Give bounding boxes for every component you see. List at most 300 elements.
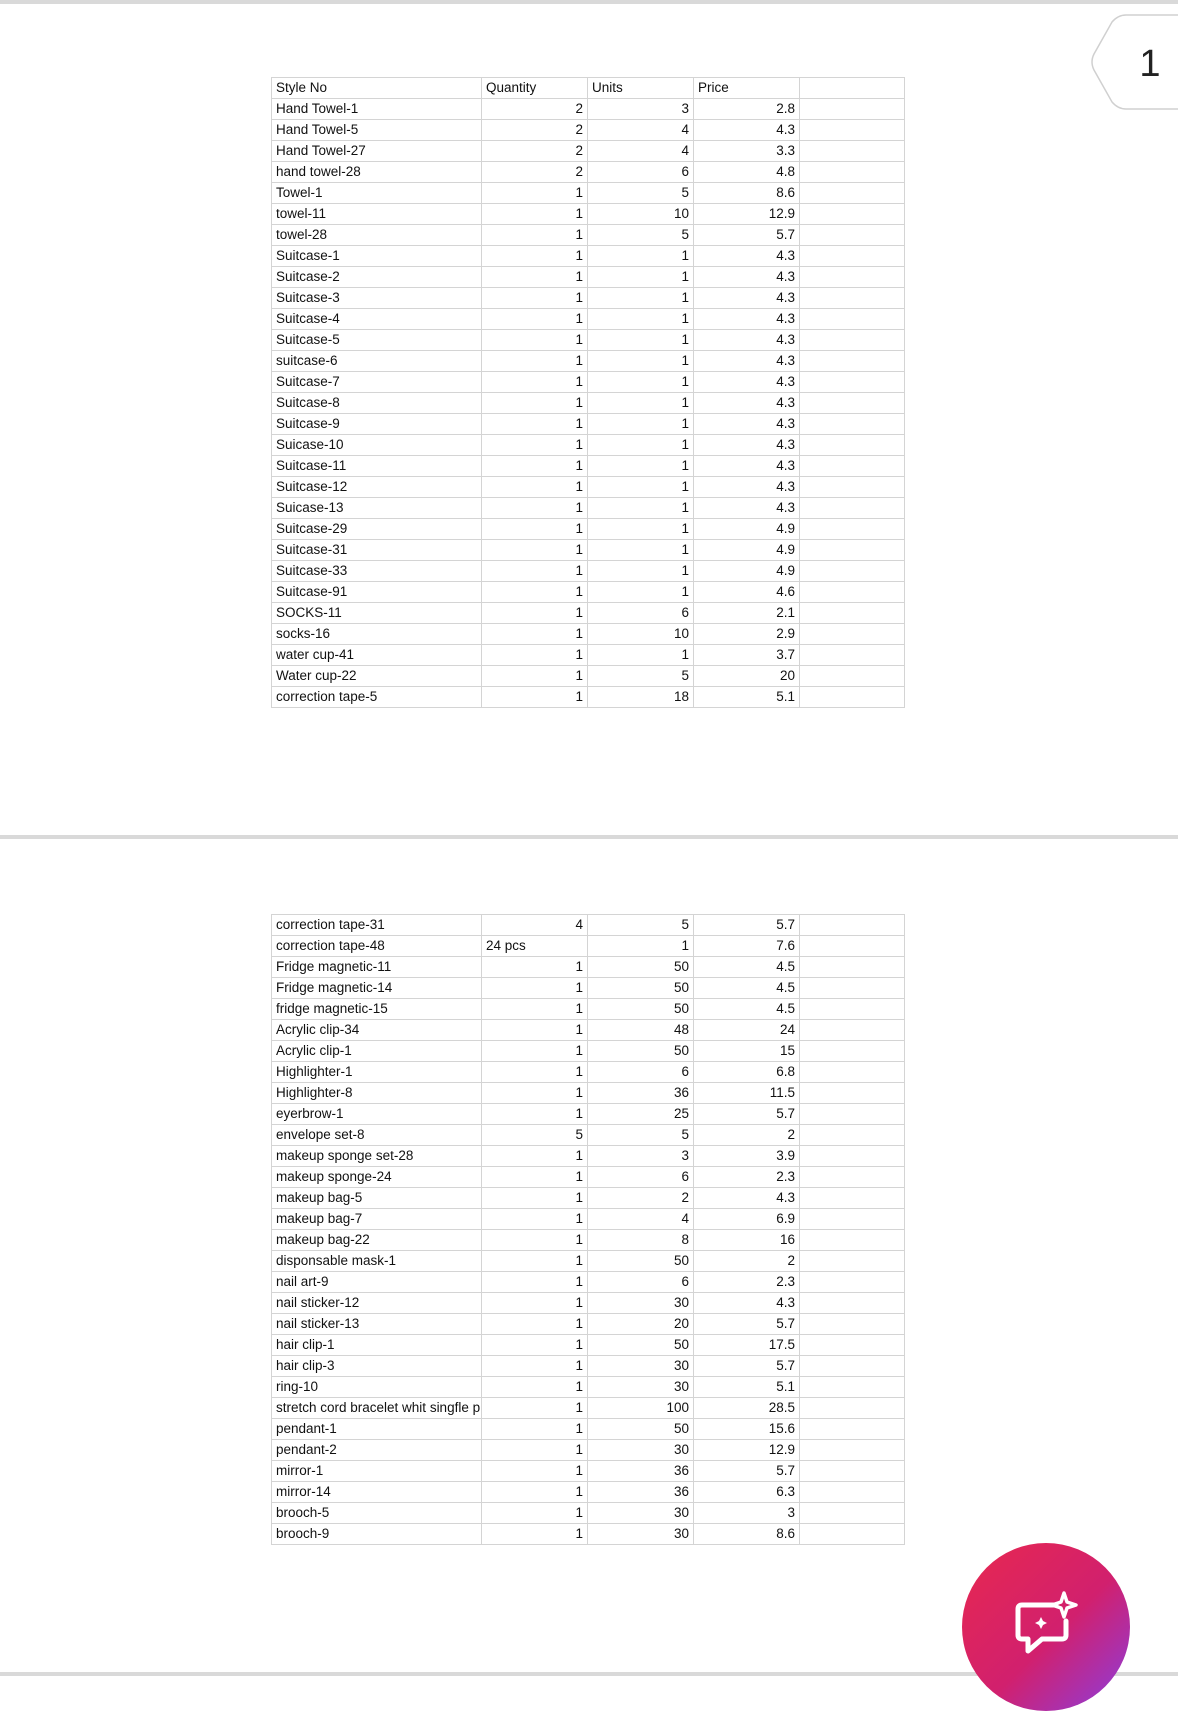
price-cell: 6.3 <box>694 1482 800 1503</box>
empty-cell <box>800 204 905 225</box>
empty-cell <box>800 1419 905 1440</box>
empty-cell <box>800 1104 905 1125</box>
quantity-cell: 1 <box>482 1377 588 1398</box>
style-no-cell: ring-10 <box>272 1377 482 1398</box>
price-cell: 4.3 <box>694 351 800 372</box>
table-row <box>272 393 905 414</box>
units-cell: 1 <box>588 435 694 456</box>
empty-cell <box>800 1482 905 1503</box>
empty-cell <box>800 957 905 978</box>
empty-cell <box>800 561 905 582</box>
table-row <box>272 1230 905 1251</box>
table-row <box>272 603 905 624</box>
price-cell: 2.9 <box>694 624 800 645</box>
quantity-cell: 1 <box>482 978 588 999</box>
style-no-cell: hand towel-28 <box>272 162 482 183</box>
units-cell: 30 <box>588 1503 694 1524</box>
units-cell: 5 <box>588 183 694 204</box>
table-row <box>272 99 905 120</box>
style-no-cell: Suitcase-1 <box>272 246 482 267</box>
price-cell: 4.3 <box>694 120 800 141</box>
empty-cell <box>800 1188 905 1209</box>
quantity-cell: 1 <box>482 1398 588 1419</box>
table-row <box>272 1209 905 1230</box>
page-break-divider <box>0 835 1178 839</box>
units-cell: 36 <box>588 1083 694 1104</box>
quantity-cell: 1 <box>482 393 588 414</box>
style-no-cell: makeup sponge set-28 <box>272 1146 482 1167</box>
style-no-cell: fridge magnetic-15 <box>272 999 482 1020</box>
table-row <box>272 1440 905 1461</box>
empty-cell <box>800 1230 905 1251</box>
quantity-cell: 1 <box>482 1314 588 1335</box>
style-no-cell: stretch cord bracelet whit singfle p <box>272 1398 482 1419</box>
table-row <box>272 1062 905 1083</box>
quantity-cell: 1 <box>482 1272 588 1293</box>
empty-cell <box>800 1209 905 1230</box>
table-row <box>272 456 905 477</box>
units-cell: 36 <box>588 1482 694 1503</box>
empty-cell <box>800 414 905 435</box>
units-cell: 50 <box>588 1419 694 1440</box>
style-no-cell: Fridge magnetic-11 <box>272 957 482 978</box>
table-row <box>272 267 905 288</box>
units-cell: 100 <box>588 1398 694 1419</box>
quantity-cell: 1 <box>482 183 588 204</box>
style-no-cell: Highlighter-1 <box>272 1062 482 1083</box>
empty-cell <box>800 645 905 666</box>
price-cell: 4.3 <box>694 372 800 393</box>
style-no-cell: pendant-2 <box>272 1440 482 1461</box>
quantity-cell: 1 <box>482 498 588 519</box>
column-header: Quantity <box>482 78 588 99</box>
units-cell: 6 <box>588 1167 694 1188</box>
units-cell: 1 <box>588 246 694 267</box>
quantity-cell: 1 <box>482 330 588 351</box>
price-cell: 4.5 <box>694 978 800 999</box>
empty-cell <box>800 1062 905 1083</box>
units-cell: 6 <box>588 603 694 624</box>
price-cell: 12.9 <box>694 204 800 225</box>
quantity-cell: 1 <box>482 1167 588 1188</box>
units-cell: 30 <box>588 1440 694 1461</box>
quantity-cell: 1 <box>482 225 588 246</box>
empty-cell <box>800 1251 905 1272</box>
style-no-cell: towel-11 <box>272 204 482 225</box>
table-row <box>272 582 905 603</box>
quantity-cell: 1 <box>482 288 588 309</box>
price-cell: 5.7 <box>694 225 800 246</box>
empty-cell <box>800 1335 905 1356</box>
empty-cell <box>800 1041 905 1062</box>
price-cell: 20 <box>694 666 800 687</box>
empty-cell <box>800 687 905 708</box>
quantity-cell: 1 <box>482 1503 588 1524</box>
units-cell: 6 <box>588 1272 694 1293</box>
price-cell: 4.3 <box>694 435 800 456</box>
empty-cell <box>800 1083 905 1104</box>
quantity-cell: 1 <box>482 1230 588 1251</box>
style-no-cell: Suitcase-29 <box>272 519 482 540</box>
table-row <box>272 1041 905 1062</box>
table-row <box>272 624 905 645</box>
empty-cell <box>800 477 905 498</box>
header-row <box>272 78 905 99</box>
style-no-cell: Hand Towel-1 <box>272 99 482 120</box>
price-cell: 5.7 <box>694 1104 800 1125</box>
style-no-cell: Hand Towel-5 <box>272 120 482 141</box>
empty-cell <box>800 351 905 372</box>
empty-cell <box>800 267 905 288</box>
table-row <box>272 999 905 1020</box>
table-row <box>272 498 905 519</box>
price-cell: 5.1 <box>694 687 800 708</box>
price-cell: 4.3 <box>694 477 800 498</box>
style-no-cell: brooch-9 <box>272 1524 482 1545</box>
table-row <box>272 183 905 204</box>
table-row <box>272 1104 905 1125</box>
units-cell: 4 <box>588 1209 694 1230</box>
empty-cell <box>800 978 905 999</box>
price-cell: 3.9 <box>694 1146 800 1167</box>
price-cell: 6.8 <box>694 1062 800 1083</box>
units-cell: 30 <box>588 1356 694 1377</box>
style-no-cell: Towel-1 <box>272 183 482 204</box>
quantity-cell: 1 <box>482 372 588 393</box>
units-cell: 8 <box>588 1230 694 1251</box>
table-row <box>272 540 905 561</box>
table-row <box>272 309 905 330</box>
style-no-cell: SOCKS-11 <box>272 603 482 624</box>
quantity-cell: 1 <box>482 1524 588 1545</box>
units-cell: 6 <box>588 1062 694 1083</box>
style-no-cell: correction tape-48 <box>272 936 482 957</box>
style-no-cell: brooch-5 <box>272 1503 482 1524</box>
table-row <box>272 120 905 141</box>
units-cell: 50 <box>588 1041 694 1062</box>
style-no-cell: Suitcase-91 <box>272 582 482 603</box>
quantity-cell: 1 <box>482 204 588 225</box>
table-row <box>272 915 905 936</box>
price-cell: 5.7 <box>694 915 800 936</box>
units-cell: 1 <box>588 393 694 414</box>
table-row <box>272 1083 905 1104</box>
table-row <box>272 936 905 957</box>
ai-assistant-button[interactable] <box>962 1543 1130 1711</box>
empty-cell <box>800 1125 905 1146</box>
price-cell: 4.3 <box>694 1188 800 1209</box>
units-cell: 1 <box>588 414 694 435</box>
units-cell: 4 <box>588 120 694 141</box>
table-row <box>272 1356 905 1377</box>
style-no-cell: Suitcase-31 <box>272 540 482 561</box>
empty-cell <box>800 330 905 351</box>
empty-cell <box>800 372 905 393</box>
style-no-cell: Water cup-22 <box>272 666 482 687</box>
table-row <box>272 1482 905 1503</box>
table-row <box>272 978 905 999</box>
quantity-cell: 1 <box>482 999 588 1020</box>
quantity-cell: 1 <box>482 435 588 456</box>
style-no-cell: Suitcase-4 <box>272 309 482 330</box>
price-cell: 16 <box>694 1230 800 1251</box>
price-cell: 4.8 <box>694 162 800 183</box>
style-no-cell: eyerbrow-1 <box>272 1104 482 1125</box>
style-no-cell: Suitcase-3 <box>272 288 482 309</box>
style-no-cell: Hand Towel-27 <box>272 141 482 162</box>
units-cell: 20 <box>588 1314 694 1335</box>
table-row <box>272 414 905 435</box>
table-row <box>272 1503 905 1524</box>
units-cell: 36 <box>588 1461 694 1482</box>
empty-cell <box>800 1020 905 1041</box>
quantity-cell: 1 <box>482 309 588 330</box>
table-row <box>272 204 905 225</box>
price-cell: 4.3 <box>694 288 800 309</box>
price-cell: 8.6 <box>694 183 800 204</box>
style-no-cell: nail sticker-13 <box>272 1314 482 1335</box>
price-cell: 3.7 <box>694 645 800 666</box>
empty-cell <box>800 582 905 603</box>
empty-cell <box>800 498 905 519</box>
empty-cell <box>800 1167 905 1188</box>
empty-cell <box>800 120 905 141</box>
price-cell: 4.3 <box>694 330 800 351</box>
style-no-cell: water cup-41 <box>272 645 482 666</box>
style-no-cell: pendant-1 <box>272 1419 482 1440</box>
style-no-cell: Highlighter-8 <box>272 1083 482 1104</box>
price-cell: 2.3 <box>694 1272 800 1293</box>
price-cell: 8.6 <box>694 1524 800 1545</box>
quantity-cell: 1 <box>482 624 588 645</box>
quantity-cell: 1 <box>482 519 588 540</box>
page-top-border <box>0 0 1178 4</box>
style-no-cell: nail art-9 <box>272 1272 482 1293</box>
empty-cell <box>800 1398 905 1419</box>
style-no-cell: Suitcase-33 <box>272 561 482 582</box>
price-cell: 12.9 <box>694 1440 800 1461</box>
units-cell: 1 <box>588 498 694 519</box>
price-cell: 5.7 <box>694 1314 800 1335</box>
quantity-cell: 1 <box>482 1293 588 1314</box>
style-no-cell: towel-28 <box>272 225 482 246</box>
style-no-cell: makeup bag-22 <box>272 1230 482 1251</box>
quantity-cell: 1 <box>482 1251 588 1272</box>
empty-cell <box>800 1314 905 1335</box>
empty-cell <box>800 456 905 477</box>
empty-cell <box>800 162 905 183</box>
style-no-cell: envelope set-8 <box>272 1125 482 1146</box>
quantity-cell: 1 <box>482 1188 588 1209</box>
style-no-cell: Suitcase-5 <box>272 330 482 351</box>
price-cell: 2.8 <box>694 99 800 120</box>
table-row <box>272 372 905 393</box>
table-row <box>272 141 905 162</box>
empty-cell <box>800 435 905 456</box>
column-header: Units <box>588 78 694 99</box>
price-cell: 4.9 <box>694 540 800 561</box>
quantity-cell: 1 <box>482 1209 588 1230</box>
price-cell: 4.5 <box>694 999 800 1020</box>
units-cell: 10 <box>588 204 694 225</box>
quantity-cell: 1 <box>482 1041 588 1062</box>
units-cell: 3 <box>588 1146 694 1167</box>
table-row <box>272 1419 905 1440</box>
table-row <box>272 1188 905 1209</box>
table-row <box>272 1314 905 1335</box>
units-cell: 50 <box>588 1335 694 1356</box>
table-row <box>272 225 905 246</box>
table-row <box>272 957 905 978</box>
price-cell: 5.1 <box>694 1377 800 1398</box>
price-cell: 4.3 <box>694 1293 800 1314</box>
table-row <box>272 351 905 372</box>
quantity-cell: 1 <box>482 1461 588 1482</box>
price-cell: 15 <box>694 1041 800 1062</box>
column-header: Price <box>694 78 800 99</box>
empty-cell <box>800 915 905 936</box>
units-cell: 50 <box>588 978 694 999</box>
price-cell: 4.9 <box>694 519 800 540</box>
style-no-cell: makeup bag-7 <box>272 1209 482 1230</box>
price-cell: 4.5 <box>694 957 800 978</box>
units-cell: 1 <box>588 351 694 372</box>
spreadsheet-page-2 <box>271 914 905 1545</box>
price-cell: 2 <box>694 1125 800 1146</box>
price-cell: 2.1 <box>694 603 800 624</box>
price-cell: 2.3 <box>694 1167 800 1188</box>
style-no-cell: makeup sponge-24 <box>272 1167 482 1188</box>
style-no-cell: suitcase-6 <box>272 351 482 372</box>
units-cell: 6 <box>588 162 694 183</box>
empty-cell <box>800 183 905 204</box>
quantity-cell: 1 <box>482 666 588 687</box>
empty-cell <box>800 1524 905 1545</box>
spreadsheet-page-1 <box>271 77 905 708</box>
price-cell: 5.7 <box>694 1356 800 1377</box>
units-cell: 18 <box>588 687 694 708</box>
units-cell: 1 <box>588 309 694 330</box>
price-cell: 2 <box>694 1251 800 1272</box>
quantity-cell: 1 <box>482 957 588 978</box>
ai-chat-sparkle-icon <box>1012 1591 1082 1661</box>
style-no-cell: correction tape-31 <box>272 915 482 936</box>
price-cell: 4.3 <box>694 246 800 267</box>
table-row <box>272 477 905 498</box>
price-cell: 11.5 <box>694 1083 800 1104</box>
quantity-cell: 1 <box>482 561 588 582</box>
quantity-cell: 5 <box>482 1125 588 1146</box>
quantity-cell: 1 <box>482 1083 588 1104</box>
empty-cell <box>800 309 905 330</box>
quantity-cell: 1 <box>482 477 588 498</box>
style-no-cell: makeup bag-5 <box>272 1188 482 1209</box>
table-row <box>272 1293 905 1314</box>
quantity-cell: 1 <box>482 603 588 624</box>
quantity-cell: 1 <box>482 414 588 435</box>
price-cell: 15.6 <box>694 1419 800 1440</box>
quantity-cell: 1 <box>482 456 588 477</box>
price-cell: 3 <box>694 1503 800 1524</box>
table-row <box>272 1272 905 1293</box>
units-cell: 1 <box>588 477 694 498</box>
style-no-cell: Acrylic clip-34 <box>272 1020 482 1041</box>
price-cell: 24 <box>694 1020 800 1041</box>
column-header: Style No <box>272 78 482 99</box>
units-cell: 1 <box>588 561 694 582</box>
empty-cell <box>800 288 905 309</box>
quantity-cell: 1 <box>482 1356 588 1377</box>
style-no-cell: Suitcase-2 <box>272 267 482 288</box>
table-row <box>272 1461 905 1482</box>
empty-cell <box>800 1440 905 1461</box>
units-cell: 50 <box>588 957 694 978</box>
price-cell: 4.3 <box>694 267 800 288</box>
units-cell: 3 <box>588 99 694 120</box>
empty-cell <box>800 1356 905 1377</box>
empty-cell <box>800 1461 905 1482</box>
quantity-cell: 1 <box>482 351 588 372</box>
style-no-cell: Suicase-13 <box>272 498 482 519</box>
empty-cell <box>800 99 905 120</box>
style-no-cell: Suitcase-12 <box>272 477 482 498</box>
units-cell: 1 <box>588 519 694 540</box>
quantity-cell: 2 <box>482 120 588 141</box>
quantity-cell: 1 <box>482 1335 588 1356</box>
price-cell: 4.3 <box>694 414 800 435</box>
empty-cell <box>800 603 905 624</box>
style-no-cell: hair clip-1 <box>272 1335 482 1356</box>
quantity-cell: 1 <box>482 1020 588 1041</box>
table-row <box>272 687 905 708</box>
empty-cell <box>800 1293 905 1314</box>
style-no-cell: Acrylic clip-1 <box>272 1041 482 1062</box>
price-cell: 4.3 <box>694 456 800 477</box>
price-cell: 5.7 <box>694 1461 800 1482</box>
style-no-cell: socks-16 <box>272 624 482 645</box>
units-cell: 5 <box>588 1125 694 1146</box>
units-cell: 1 <box>588 936 694 957</box>
quantity-cell: 1 <box>482 582 588 603</box>
quantity-cell: 1 <box>482 246 588 267</box>
units-cell: 30 <box>588 1293 694 1314</box>
price-cell: 17.5 <box>694 1335 800 1356</box>
empty-cell <box>800 1377 905 1398</box>
units-cell: 50 <box>588 1251 694 1272</box>
units-cell: 1 <box>588 645 694 666</box>
quantity-cell: 1 <box>482 687 588 708</box>
units-cell: 4 <box>588 141 694 162</box>
price-cell: 7.6 <box>694 936 800 957</box>
table-row <box>272 561 905 582</box>
table-row <box>272 246 905 267</box>
quantity-cell: 1 <box>482 1146 588 1167</box>
empty-cell <box>800 141 905 162</box>
price-cell: 4.3 <box>694 393 800 414</box>
style-no-cell: nail sticker-12 <box>272 1293 482 1314</box>
units-cell: 48 <box>588 1020 694 1041</box>
empty-cell <box>800 666 905 687</box>
empty-cell <box>800 246 905 267</box>
empty-cell <box>800 1272 905 1293</box>
table-row <box>272 1020 905 1041</box>
units-cell: 1 <box>588 288 694 309</box>
units-cell: 1 <box>588 582 694 603</box>
table-row <box>272 435 905 456</box>
units-cell: 30 <box>588 1524 694 1545</box>
empty-cell <box>800 999 905 1020</box>
quantity-cell: 1 <box>482 1482 588 1503</box>
